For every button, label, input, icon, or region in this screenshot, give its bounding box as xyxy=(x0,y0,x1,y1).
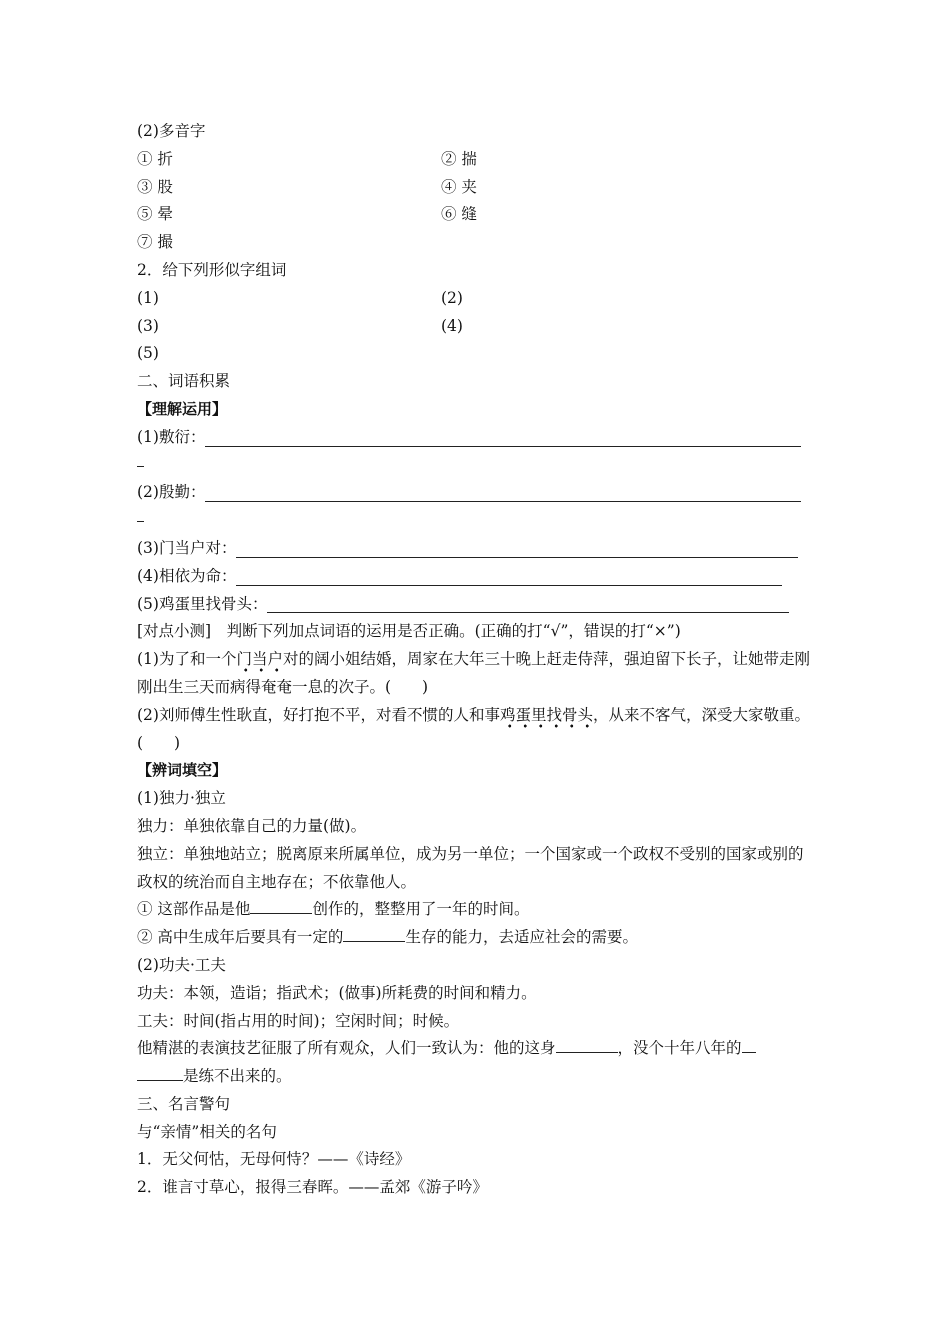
similar-chars-item: (2) xyxy=(441,288,463,307)
section-heading: 二、词语积累 xyxy=(137,372,231,391)
vocab-term: (1)敷衍： xyxy=(137,427,206,446)
dotted-phrase: 鸡蛋里找骨头 xyxy=(499,705,593,724)
word-definition: 独立：单独地站立；脱离原来所属单位，成为另一单位；一个国家或一个政权不受别的国家或别的政权的统治而自主地存在；不依靠他人。 xyxy=(137,844,804,891)
answer-blank[interactable] xyxy=(236,538,798,558)
word-pair-title: (2)功夫·工夫 xyxy=(137,955,226,974)
polyphone-item: ⑦ 撮 xyxy=(137,233,173,252)
vocab-item xyxy=(137,424,817,452)
fill-question: 他精湛的表演技艺征服了所有观众，人们一致认为：他的这身 ，没个十年八年的 xyxy=(137,1035,817,1063)
word-definition: 功夫：本领，造诣；指武术；(做事)所耗费的时间和精力。 xyxy=(137,983,537,1002)
answer-blank-tail xyxy=(137,507,817,535)
answer-blank[interactable] xyxy=(137,1063,183,1081)
worksheet-page xyxy=(137,118,817,1202)
answer-blank[interactable] xyxy=(343,924,405,942)
polyphone-item: ① 折 xyxy=(137,149,173,168)
vocab-item xyxy=(137,591,817,619)
polyphone-item: ③ 股 xyxy=(137,177,173,196)
quick-test-instruction: [对点小测] 判断下列加点词语的运用是否正确。(正确的打“√”，错误的打“×”) xyxy=(137,622,681,641)
similar-chars-row xyxy=(137,285,817,313)
section-heading: 三、名言警句 xyxy=(137,1094,231,1113)
fill-question: ② 高中生成年后要具有一定的 生存的能力，去适应社会的需要。 xyxy=(137,924,817,952)
similar-chars-item: (1) xyxy=(137,288,159,307)
polyphone-row xyxy=(137,201,817,229)
vocab-item xyxy=(137,563,817,591)
polyphone-row xyxy=(137,146,817,174)
vocab-item xyxy=(137,535,817,563)
similar-chars-item: (5) xyxy=(137,344,159,363)
polyphone-item: ② 揣 xyxy=(441,149,477,168)
quotes-intro: 与“亲情”相关的名句 xyxy=(137,1122,277,1141)
polyphone-item: ⑤ 晕 xyxy=(137,205,173,224)
polyphone-row xyxy=(137,174,817,202)
word-pair-title: (1)独力·独立 xyxy=(137,789,226,808)
quick-test-question: (1)为了和一个门当户对的阔小姐结婚，周家在大年三十晚上赶走侍萍，强迫留下长子，让她带走刚刚出生三天而病得奄奄一息的次子。( ) xyxy=(137,650,810,696)
word-definition: 独力：单独依靠自己的力量(做)。 xyxy=(137,816,367,835)
polyphone-item: ⑥ 缝 xyxy=(441,205,477,224)
similar-chars-heading: 2．给下列形似字组词 xyxy=(137,260,287,279)
subsection-heading: 【辨词填空】 xyxy=(137,761,228,780)
answer-blank[interactable] xyxy=(556,1035,618,1053)
polyphone-heading: (2)多音字 xyxy=(137,122,206,140)
fill-question: ① 这部作品是他 创作的，整整用了一年的时间。 xyxy=(137,896,817,924)
subsection-heading: 【理解运用】 xyxy=(137,399,228,418)
vocab-term: (5)鸡蛋里找骨头： xyxy=(137,594,268,613)
similar-chars-item: (3) xyxy=(137,316,159,335)
fill-question-continued: 是练不出来的。 xyxy=(137,1063,817,1091)
answer-blank-tail xyxy=(137,452,817,480)
dotted-phrase: 门当户 xyxy=(236,650,283,669)
answer-blank[interactable] xyxy=(267,593,789,613)
answer-blank[interactable] xyxy=(742,1035,756,1053)
vocab-item xyxy=(137,479,817,507)
vocab-term: (3)门当户对： xyxy=(137,538,237,557)
answer-blank[interactable] xyxy=(205,482,801,502)
similar-chars-item: (4) xyxy=(441,316,463,335)
quote-item: 2．谁言寸草心，报得三春晖。——孟郊《游子吟》 xyxy=(137,1178,488,1197)
vocab-term: (4)相依为命： xyxy=(137,566,237,585)
polyphone-item: ④ 夹 xyxy=(441,177,477,196)
answer-blank[interactable] xyxy=(250,896,312,914)
quick-test-question: (2)刘师傅生性耿直，好打抱不平，对看不惯的人和事鸡蛋里找骨头，从来不客气，深受大家敬重。( ) xyxy=(137,705,810,752)
similar-chars-row xyxy=(137,313,817,341)
word-definition: 工夫：时间(指占用的时间)；空闲时间；时候。 xyxy=(137,1011,460,1030)
quote-item: 1．无父何怙，无母何恃？——《诗经》 xyxy=(137,1150,411,1169)
vocab-term: (2)殷勤： xyxy=(137,483,206,502)
answer-blank[interactable] xyxy=(236,566,782,586)
answer-blank[interactable] xyxy=(205,427,801,447)
